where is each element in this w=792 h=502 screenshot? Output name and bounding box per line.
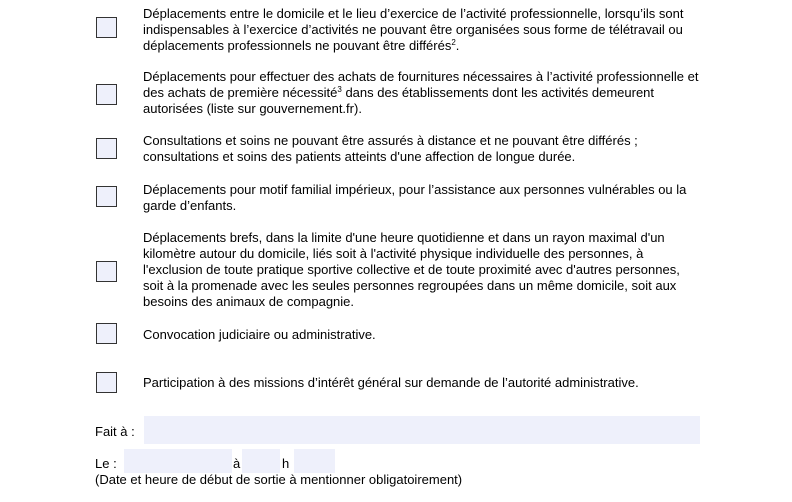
reason-checkbox-3[interactable] xyxy=(96,138,117,159)
fait-input[interactable] xyxy=(144,416,700,444)
reason-text-1: Déplacements entre le domicile et le lieu d’exercice de l’activité professionnelle, lorsqu’ils sont indispensables à l’exercice d’activités ne pouvant être organisées sous forme de télétravail ou déplacements professionnels ne pouvant être différés$^2$. xyxy=(143,6,684,53)
reason-checkbox-4[interactable] xyxy=(96,186,117,207)
minute-input[interactable] xyxy=(294,449,335,473)
reason-text-6: Convocation judiciaire ou administrative. xyxy=(143,327,376,342)
reason-checkbox-7[interactable] xyxy=(96,372,117,393)
h-label: h xyxy=(282,456,290,471)
reason-checkbox-1[interactable] xyxy=(96,17,117,38)
le-label: Le : xyxy=(95,456,117,471)
reason-checkbox-5[interactable] xyxy=(96,261,117,282)
date-note: (Date et heure de début de sortie à mentionner obligatoirement) xyxy=(95,472,463,487)
reason-text-7: Participation à des missions d’intérêt général sur demande de l’autorité administrative. xyxy=(143,375,639,390)
reason-text-3: Consultations et soins ne pouvant être assurés à distance et ne pouvant être différés ; consultations et soins des patients atteints d'une affection de longue durée. xyxy=(143,133,638,164)
hour-input[interactable] xyxy=(242,449,280,473)
reason-text-2: Déplacements pour effectuer des achats de fournitures nécessaires à l’activité professionnelle et des achats de première nécessité$^3$ dans des établissements dont les activités demeurent autorisées (liste sur gouvernement.fr). xyxy=(143,69,699,116)
reason-checkbox-2[interactable] xyxy=(96,84,117,105)
reason-text-4: Déplacements pour motif familial impérieux, pour l’assistance aux personnes vulnérables ou la garde d’enfants. xyxy=(143,182,687,213)
footnote-marker-3: 3 xyxy=(337,85,342,94)
reason-text-5: Déplacements brefs, dans la limite d'une heure quotidienne et dans un rayon maximal d'un kilomètre autour du domicile, liés soit à l'activité physique individuelle des personnes, à l'exclusion de toute pratique sportive collective et de toute proximité avec d'autres personnes, soit à la promenade avec les seules personnes regroupées dans un même domicile, soit aux besoins des animaux de compagnie. xyxy=(143,230,680,309)
footnote-marker-2: 2 xyxy=(451,38,456,47)
date-input[interactable] xyxy=(124,449,232,473)
reason-checkbox-6[interactable] xyxy=(96,323,117,344)
fait-label: Fait à : xyxy=(95,424,135,439)
a-label: à xyxy=(233,456,241,471)
